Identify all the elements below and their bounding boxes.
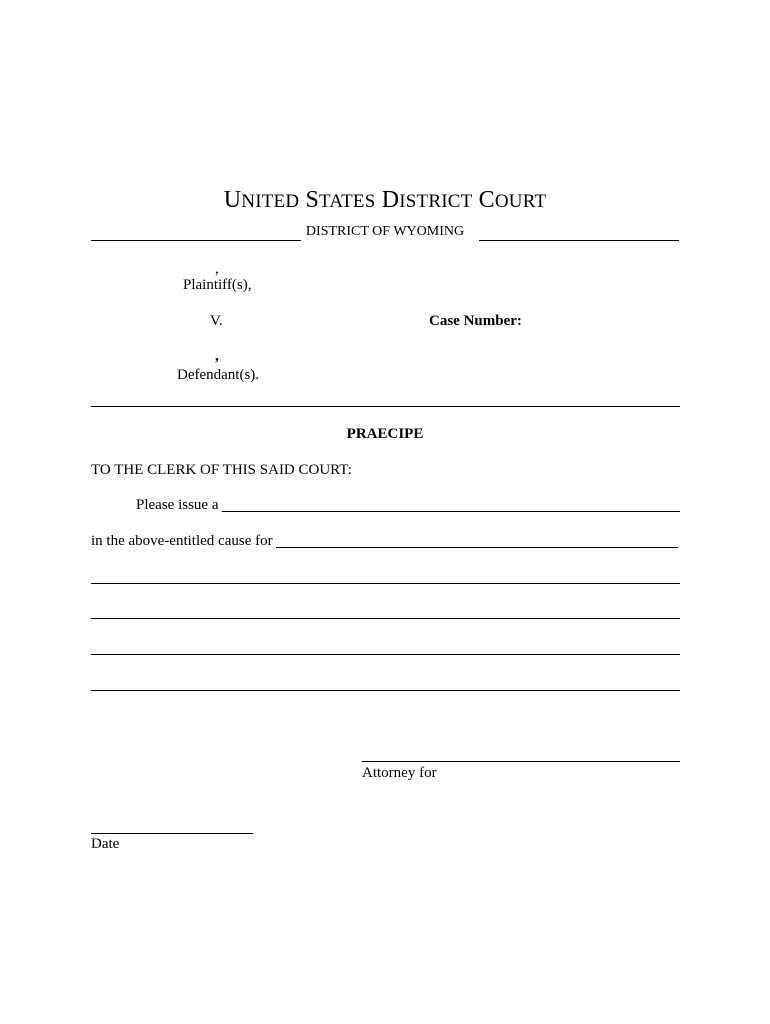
plaintiff-comma: ,	[215, 261, 219, 277]
defendant-comma: ,	[215, 348, 219, 364]
caption-divider	[91, 406, 680, 407]
district-left-rule	[91, 240, 301, 241]
blank-line-1[interactable]	[91, 583, 680, 584]
defendant-label: Defendant(s).	[177, 367, 260, 383]
clerk-salutation: TO THE CLERK OF THIS SAID COURT:	[91, 462, 352, 478]
cause-for-line[interactable]	[276, 547, 678, 548]
plaintiff-label: Plaintiff(s),	[183, 277, 252, 293]
praecipe-heading: PRAECIPE	[346, 426, 424, 442]
above-entitled-label: in the above-entitled cause for	[91, 533, 273, 549]
court-title	[0, 187, 770, 214]
district-right-rule	[479, 240, 679, 241]
case-number-label: Case Number:	[429, 313, 522, 329]
please-issue-label: Please issue a	[136, 497, 219, 513]
please-issue-line[interactable]	[222, 511, 680, 512]
attorney-signature-line[interactable]	[362, 761, 680, 762]
district-name: DISTRICT OF WYOMING	[305, 224, 465, 239]
blank-line-3[interactable]	[91, 654, 680, 655]
date-label: Date	[91, 836, 120, 852]
attorney-for-label: Attorney for	[362, 765, 437, 781]
blank-line-2[interactable]	[91, 618, 680, 619]
blank-line-4[interactable]	[91, 690, 680, 691]
date-line[interactable]	[91, 833, 253, 834]
court-title-styled: UNITED STATES DISTRICT COURT	[223, 187, 547, 213]
versus-label: V.	[210, 313, 223, 329]
